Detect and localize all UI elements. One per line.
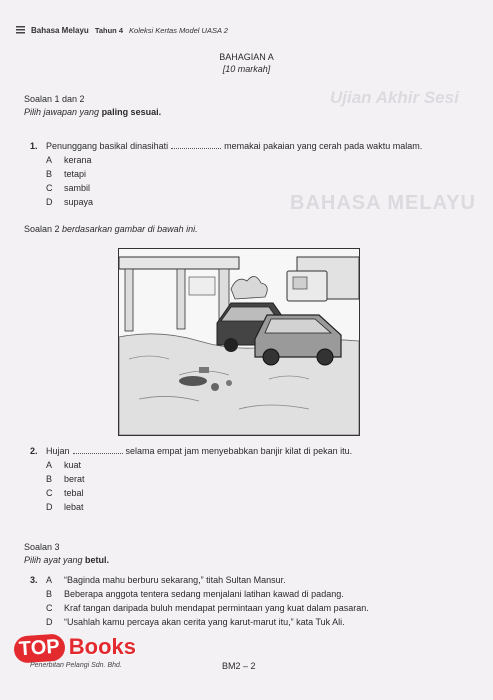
answer-blank: [73, 453, 123, 454]
question-3-number: 3.: [30, 575, 38, 585]
publisher-footer: Penerbitan Pelangi Sdn. Bhd.: [30, 662, 122, 669]
group3-label: Soalan 3: [24, 542, 60, 552]
q1-option-c[interactable]: C sambil: [46, 183, 91, 193]
topbooks-logo: TOP Books: [14, 634, 136, 662]
group3-instruction: Pilih ayat yang betul.: [24, 555, 110, 565]
collection-label: Koleksi Kertas Model UASA 2: [129, 26, 228, 35]
q2-option-b[interactable]: B berat: [46, 474, 85, 484]
group1-label: Soalan 1 dan 2: [24, 94, 85, 104]
flood-illustration: [118, 248, 360, 436]
q3-option-b[interactable]: B Beberapa anggota tentera sedang menjalani latihan kawad di padang.: [46, 589, 344, 599]
group1-instruction: Pilih jawapan yang paling sesuai.: [24, 107, 162, 117]
section-marks: [10 markah]: [222, 64, 271, 74]
section-title: BAHAGIAN A: [219, 52, 274, 62]
q2-option-d[interactable]: D lebat: [46, 502, 84, 512]
page-number: BM2 – 2: [222, 661, 256, 671]
subject-label: Bahasa Melayu: [31, 26, 89, 35]
page-header: [16, 26, 228, 35]
q1-option-d[interactable]: D supaya: [46, 197, 94, 207]
year-label: Tahun 4: [94, 26, 124, 35]
flood-scene-drawing: [119, 249, 359, 435]
q3-option-d[interactable]: D “Usahlah kamu percaya akan cerita yang karut-marut itu,” kata Tuk Ali.: [46, 617, 345, 627]
q2-option-a[interactable]: A kuat: [46, 460, 82, 470]
answer-blank: [171, 148, 221, 149]
question-1: 1. Penunggang basikal dinasihati memakai pakaian yang cerah pada waktu malam.: [30, 141, 423, 151]
q2-intro: Soalan 2 berdasarkan gambar di bawah ini.: [24, 224, 198, 234]
question-2: 2. Hujan selama empat jam menyebabkan banjir kilat di pekan itu.: [30, 446, 353, 456]
q1-option-a[interactable]: A kerana: [46, 155, 92, 165]
ghost-ujian: Ujian Akhir Sesi: [330, 88, 459, 107]
q3-option-c[interactable]: C Kraf tangan daripada buluh mendapat permintaan yang kuat dalam pasaran.: [46, 603, 369, 613]
publisher-stripes-icon: [16, 26, 25, 35]
q1-option-b[interactable]: B tetapi: [46, 169, 87, 179]
q2-option-c[interactable]: C tebal: [46, 488, 84, 498]
q3-option-a[interactable]: A “Baginda mahu berburu sekarang,” titah Sultan Mansur.: [46, 575, 286, 585]
ghost-title: BAHASA MELAYU: [290, 192, 476, 214]
